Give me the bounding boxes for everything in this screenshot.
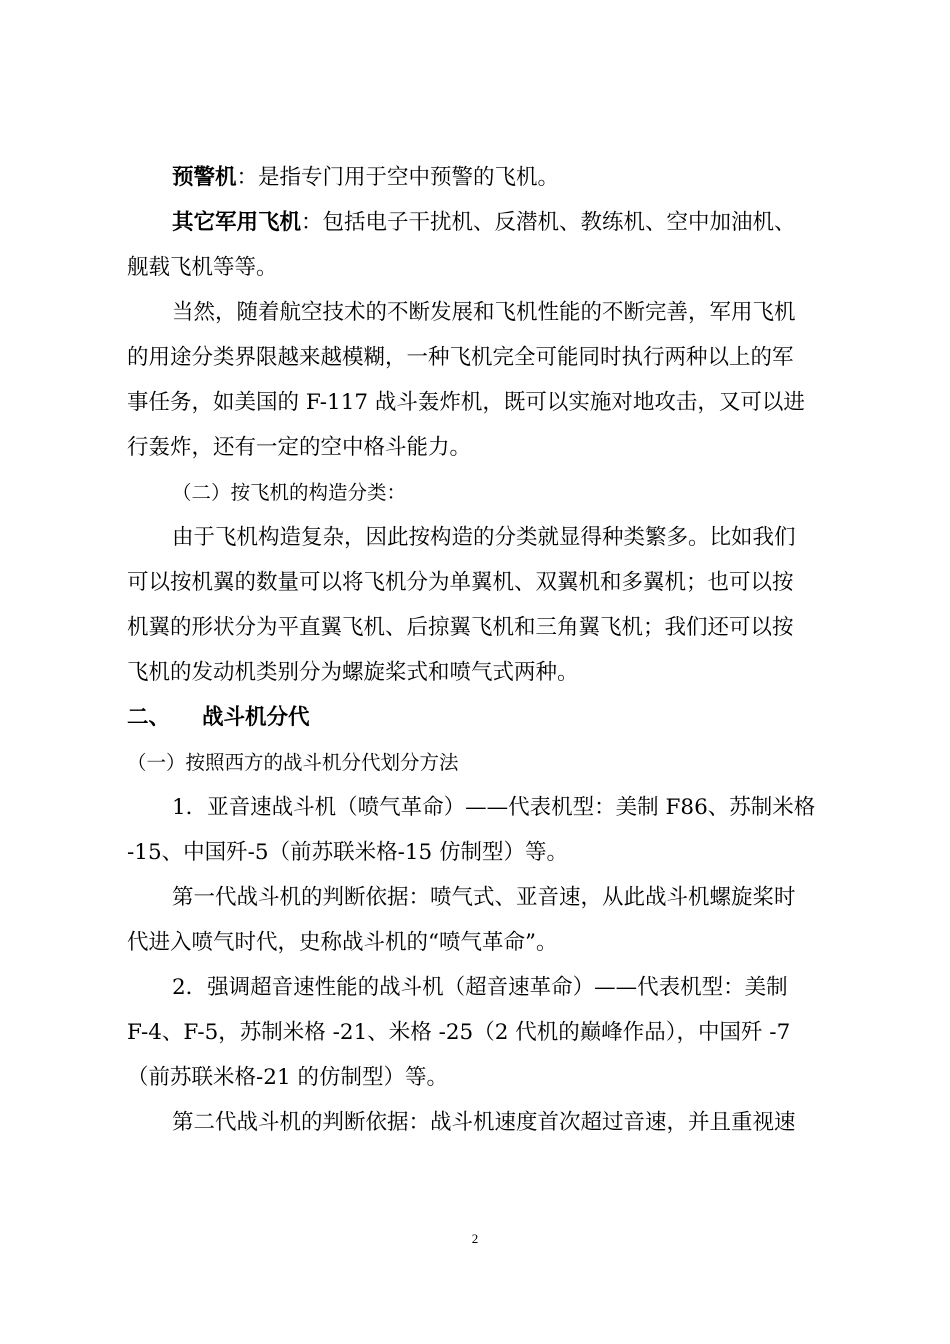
- paragraph-gen2-line1: 2．强调超音速性能的战斗机（超音速革命）——代表机型：美制: [172, 975, 788, 1000]
- paragraph-gen1-line1: 1．亚音速战斗机（喷气革命）——代表机型：美制 F86、苏制米格: [172, 795, 816, 820]
- paragraph-gen2-criteria-line1: 第二代战斗机的判断依据：战斗机速度首次超过音速，并且重视速: [172, 1110, 796, 1135]
- section-heading-fighter-generations: [127, 703, 827, 733]
- definition-other-military: ：包括电子干扰机、反潜机、教练机、空中加油机、: [301, 210, 796, 235]
- paragraph-classification-blur-line2: 的用途分类界限越来越模糊，一种飞机完全可能同时执行两种以上的军: [127, 345, 794, 370]
- paragraph-gen1-criteria-line2: 代进入喷气时代，史称战斗机的“喷气革命”。: [127, 930, 558, 955]
- paragraph-gen1-line2: -15、中国歼-5（前苏联米格-15 仿制型）等。: [127, 840, 569, 865]
- paragraph-structure-line1: 由于飞机构造复杂，因此按构造的分类就显得种类繁多。比如我们: [172, 525, 796, 550]
- paragraph-gen2-line3: （前苏联米格-21 的仿制型）等。: [127, 1065, 448, 1090]
- term-other-military: 其它军用飞机: [172, 210, 302, 235]
- paragraph-gen2-line2: F-4、F-5，苏制米格 -21、米格 -25（2 代机的巅峰作品），中国歼 -7: [127, 1020, 791, 1045]
- paragraph-classification-blur-line1: 当然，随着航空技术的不断发展和飞机性能的不断完善，军用飞机: [172, 300, 796, 325]
- section-title: 战斗机分代: [202, 705, 310, 730]
- section-number: 二、: [127, 705, 171, 730]
- definition-aewc: ：是指专门用于空中预警的飞机。: [236, 165, 560, 190]
- paragraph-gen1-criteria-line1: 第一代战斗机的判断依据：喷气式、亚音速，从此战斗机螺旋桨时: [172, 885, 796, 910]
- subsection-heading-western-method: （一）按照西方的战斗机分代划分方法: [127, 751, 459, 774]
- paragraph-structure-line4: 飞机的发动机类别分为螺旋桨式和喷气式两种。: [127, 660, 579, 685]
- paragraph-aewc: [172, 163, 872, 193]
- paragraph-classification-blur-line3: 事任务，如美国的 F-117 战斗轰炸机，既可以实施对地攻击，又可以进: [127, 390, 805, 415]
- paragraph-classification-blur-line4: 行轰炸，还有一定的空中格斗能力。: [127, 435, 472, 460]
- paragraph-other-military-line2: 舰载飞机等等。: [127, 255, 278, 280]
- subsection-heading-structure: （二）按飞机的构造分类：: [172, 481, 407, 504]
- term-aewc: 预警机: [172, 165, 237, 190]
- paragraph-structure-line3: 机翼的形状分为平直翼飞机、后掠翼飞机和三角翼飞机；我们还可以按: [127, 615, 794, 640]
- paragraph-structure-line2: 可以按机翼的数量可以将飞机分为单翼机、双翼机和多翼机；也可以按: [127, 570, 794, 595]
- page-number: 2: [471, 1231, 479, 1246]
- paragraph-other-military-line1: [172, 208, 872, 238]
